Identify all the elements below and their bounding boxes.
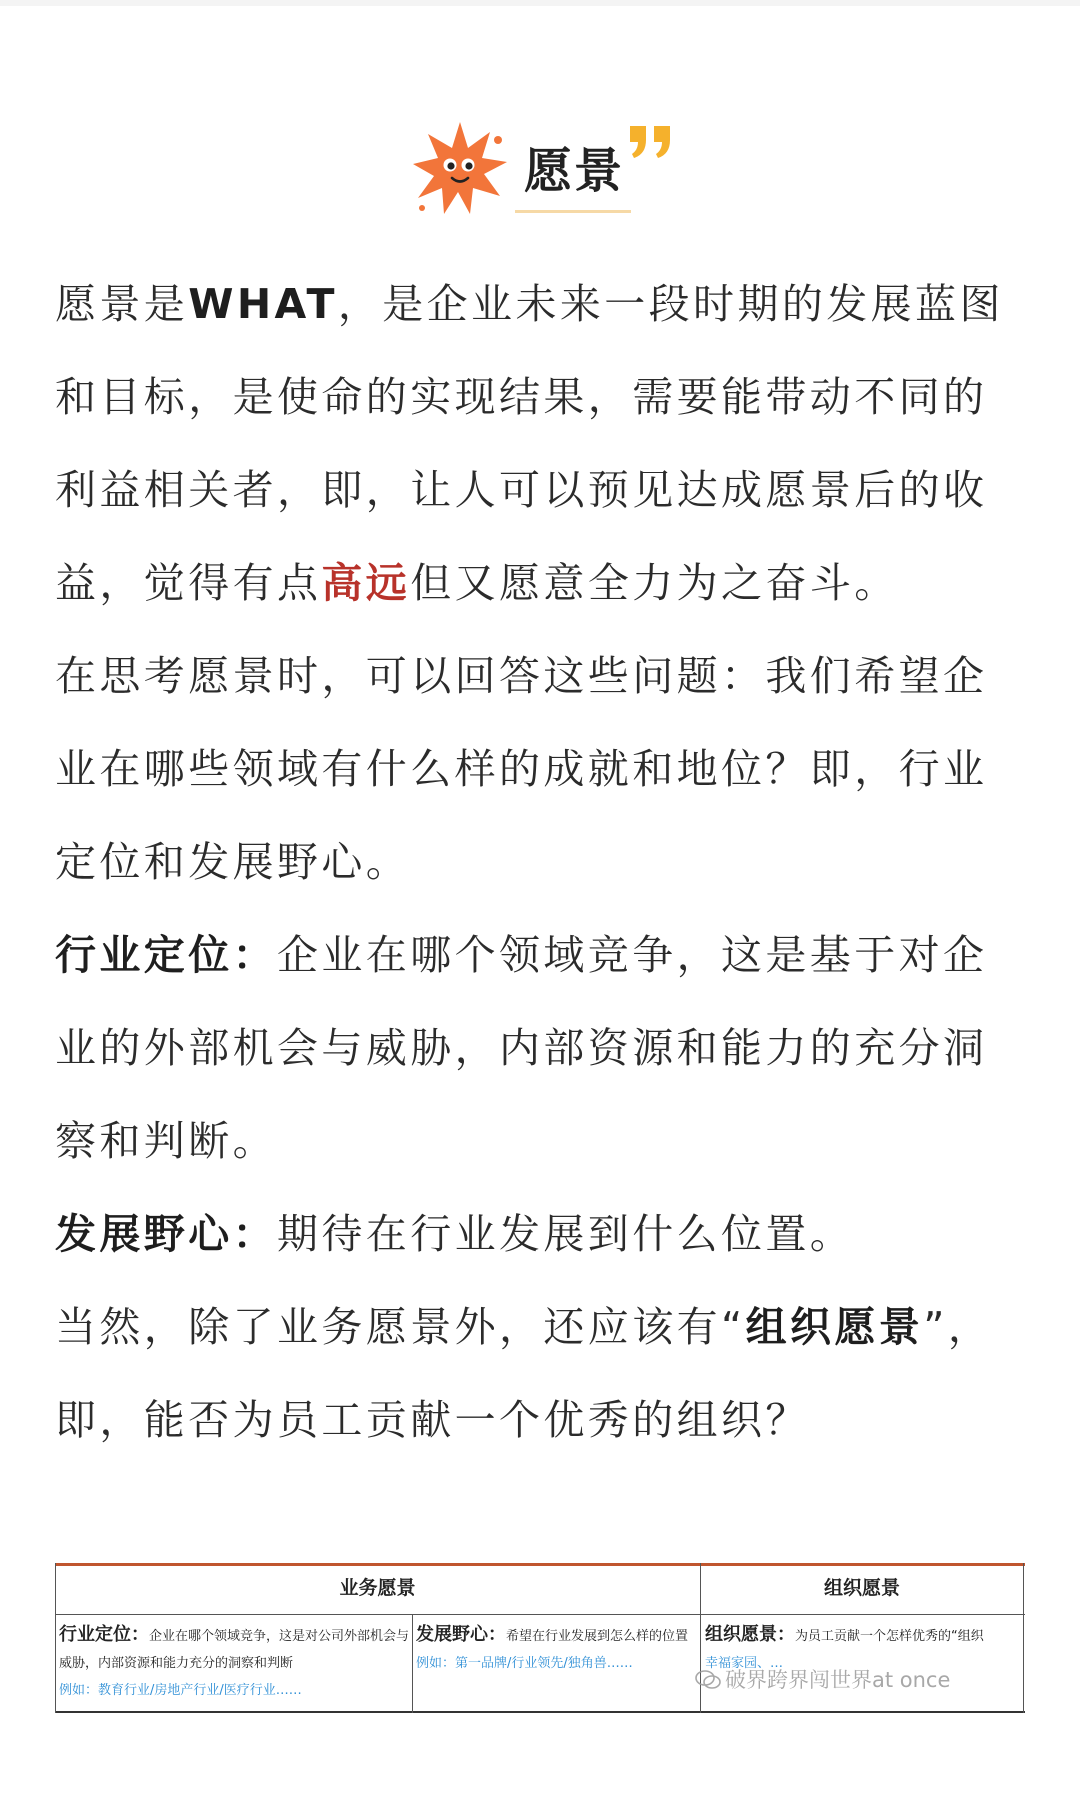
table-header-divider xyxy=(55,1614,1025,1615)
vision-table xyxy=(55,1563,1025,1713)
wechat-icon xyxy=(695,1670,721,1690)
cartoon-star-icon xyxy=(410,118,510,218)
table-right-border xyxy=(1023,1563,1024,1713)
table-cell-org-vision: 组织愿景：为员工贡献一个怎样优秀的“组织 幸福家园、… xyxy=(705,1624,984,1671)
what-keyword: WHAT xyxy=(188,280,338,328)
industry-positioning-label: 行业定位： xyxy=(55,931,277,979)
paragraph-industry-positioning: 行业定位：企业在哪个领域竞争，这是基于对企业的外部机会与威胁，内部资源和能力的充分洞察和判断。 xyxy=(55,931,988,1165)
highlight-ambitious: 高远 xyxy=(321,559,411,607)
article-body xyxy=(55,258,1027,1467)
org-vision-keyword: 组织愿景 xyxy=(745,1303,924,1351)
example-text: 幸福家园、… xyxy=(705,1656,784,1671)
top-divider xyxy=(0,0,1080,6)
paragraph-ambition: 发展野心：期待在行业发展到什么位置。 xyxy=(55,1210,855,1258)
table-header-business-vision: 业务愿景 xyxy=(339,1577,416,1599)
paragraph-vision-definition: 愿景是WHAT，是企业未来一段时期的发展蓝图和目标，是使命的实现结果，需要能带动不同的利益相关者，即，让人可以预见达成愿景后的收益，觉得有点高远但又愿意全力为之奋斗。 xyxy=(55,280,1004,607)
section-header xyxy=(0,110,1080,220)
table-bottom-border xyxy=(55,1711,1025,1713)
table-header-org-vision: 组织愿景 xyxy=(823,1577,900,1599)
wechat-watermark: 破界跨界闯世界at once xyxy=(695,1664,950,1694)
title-underline xyxy=(515,210,631,213)
paragraph-org-vision: 当然，除了业务愿景外，还应该有“组织愿景”，即，能否为员工贡献一个优秀的组织？ xyxy=(55,1303,993,1444)
table-column-divider xyxy=(412,1614,413,1713)
table-cell-industry-positioning: 行业定位：企业在哪个领域竞争，这是对公司外部机会与威胁，内部资源和能力充分的洞察和判断 例如：教育行业/房地产行业/医疗行业…… xyxy=(59,1624,410,1698)
page-title: 愿景 xyxy=(524,143,625,199)
paragraph-thinking-questions: 在思考愿景时，可以回答这些问题：我们希望企业在哪些领域有什么样的成就和地位？即，行业定位和发展野心。 xyxy=(55,652,988,886)
example-text: 例如：教育行业/房地产行业/医疗行业…… xyxy=(59,1683,302,1698)
table-cell-ambition: 发展野心：希望在行业发展到怎么样的位置 例如：第一品牌/行业领先/独角兽…… xyxy=(416,1624,689,1671)
quote-mark-icon xyxy=(628,124,674,160)
example-text: 例如：第一品牌/行业领先/独角兽…… xyxy=(416,1656,633,1671)
ambition-label: 发展野心： xyxy=(55,1210,277,1258)
